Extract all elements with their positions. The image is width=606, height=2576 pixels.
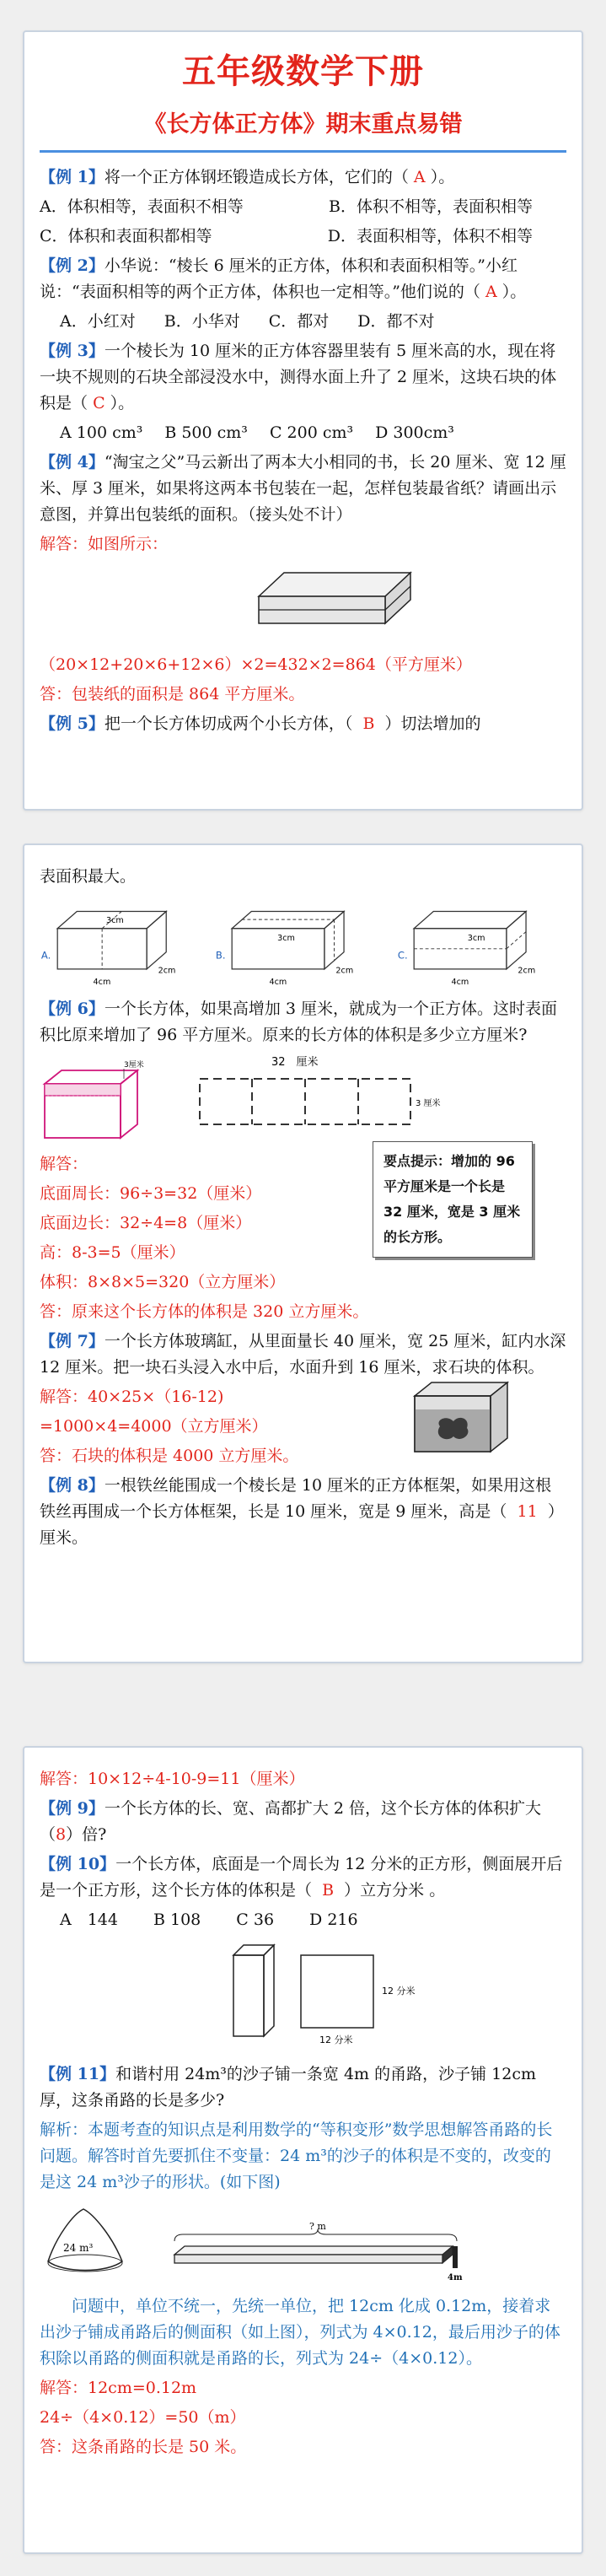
question-9-label: 【例 9】 (40, 1799, 105, 1818)
extension-label: 3厘米 (124, 1061, 144, 1070)
figure-a-letter: A. (40, 949, 51, 962)
question-5-tail: ）切法增加的 (384, 714, 481, 733)
page-subtitle: 《长方体正方体》期末重点易错 (143, 111, 463, 137)
question-11-text: 和谐村用 24m³的沙子铺一条宽 4m 的甬路，沙子铺 12cm 厚，这条甬路的长是多少? (40, 2065, 536, 2110)
page-sheet-1 (23, 30, 583, 811)
cut-figure-b-icon (214, 898, 384, 991)
question-2-answer: A (485, 283, 497, 301)
q6-line-4: 高：8-3=5（厘米） (40, 1243, 185, 1262)
question-3-label: 【例 3】 (40, 342, 105, 360)
question-11-note: 问题中，单位不统一，先统一单位，把 12cm 化成 0.12m，接着求出沙子铺成甬路后的侧面积（如上图），列式为 4×0.12，最后用沙子的体积除以甬路的侧面积就是甬路的长，列式为 24÷（4×0.12）。 (40, 2297, 560, 2368)
question-10-tail: ）立方分米 。 (344, 1881, 446, 1900)
question-3-options (40, 420, 566, 446)
figure-a-height: 3cm (105, 916, 124, 926)
hint-box: 要点提示：增加的 96 平方厘米是一个长是 32 厘米，宽是 3 厘米的长方形。 (373, 1141, 533, 1258)
question-2 (40, 253, 566, 305)
figure-c-width: 4cm (451, 978, 469, 988)
question-10 (40, 1851, 566, 1904)
question-6-solution (40, 1151, 566, 1299)
question-1-option-a: A．体积相等，表面积不相等 (40, 197, 244, 216)
question-8-solution: 解答：10×12÷4-10-9=11（厘米） (40, 1770, 305, 1788)
figure-c-depth: 2cm (518, 966, 535, 976)
question-1-options-row-2 (40, 224, 566, 250)
question-2-option-a: A．小红对 (60, 312, 136, 331)
question-2-options (40, 309, 566, 335)
question-6-text: 一个长方体，如果高增加 3 厘米，就成为一个正方体。这时表面积比原来增加了 96 平方厘米。原来的长方体的体积是多少立方厘米? (40, 1000, 558, 1044)
fish-tank-icon (406, 1376, 516, 1460)
question-5-figures (40, 898, 566, 991)
question-5-label: 【例 5】 (40, 714, 105, 733)
cuboid-and-net-icon (225, 1938, 444, 2048)
path-strip-icon (166, 2219, 469, 2287)
question-2-text: 小华说：“棱长 6 厘米的正方体，体积和表面积相等。”小红说：“表面积相等的两个正方体，体积也一定相等。”他们说的（ (40, 256, 518, 301)
question-8-tail: ）厘米。 (40, 1502, 564, 1547)
question-4-answer-intro: 解答：如图所示： (40, 535, 169, 553)
q11-line-2: 24÷（4×0.12）=50（m） (40, 2408, 246, 2427)
question-4-result: 答：包装纸的面积是 864 平方厘米。 (40, 685, 305, 703)
title-divider (40, 150, 566, 153)
question-8-label: 【例 8】 (40, 1476, 105, 1495)
q7-line-3: 答：石块的体积是 4000 立方厘米。 (40, 1447, 299, 1465)
stacked-books-icon (250, 563, 419, 639)
question-5-answer: B (362, 714, 375, 733)
question-1-text: 将一个正方体钢坯锻造成长方体，它们的（ (104, 168, 409, 186)
question-5-text: 把一个长方体切成两个小长方体，（ (104, 714, 353, 733)
question-10-options (40, 1907, 566, 1933)
question-5-continued: 表面积最大。 (40, 867, 137, 886)
q6-line-2: 底面周长：96÷3=32（厘米） (40, 1184, 262, 1203)
question-4-text: “淘宝之父”马云新出了两本大小相同的书，长 20 厘米、宽 12 厘米、厚 3 厘米，如果将这两本书包装在一起，怎样包装最省纸？请画出示意图，并算出包装纸的面积。（接头处不计） (40, 453, 566, 524)
question-4 (40, 450, 566, 528)
net-bottom-label: 12 分米 (319, 2034, 353, 2045)
question-7-solution (40, 1384, 566, 1473)
q11-line-1: 解答：12cm=0.12m (40, 2379, 197, 2397)
q7-line-1: 解答：40×25×（16-12) (40, 1388, 224, 1406)
cut-figure-c-icon (396, 898, 566, 991)
question-6-figures (40, 1054, 566, 1146)
figure-b-depth: 2cm (335, 966, 353, 976)
net-side-label: 12 分米 (382, 1986, 416, 1997)
question-3-option-a: A 100 cm³ (60, 423, 143, 442)
figure-b-width: 4cm (269, 978, 287, 988)
question-3-tail: ）。 (110, 394, 135, 412)
question-6 (40, 996, 566, 1048)
question-1-option-b: B．体积不相等，表面积相等 (329, 197, 533, 216)
q6-line-6: 答：原来这个长方体的体积是 320 立方厘米。 (40, 1302, 369, 1321)
question-8 (40, 1473, 566, 1551)
question-9 (40, 1796, 566, 1848)
question-9-tail: ）倍? (66, 1825, 107, 1844)
cut-figure-a-icon (40, 898, 202, 991)
q11-line-3: 答：这条甬路的长是 50 米。 (40, 2438, 247, 2456)
question-4-calculation: （20×12+20×6+12×6）×2=432×2=864（平方厘米） (40, 655, 472, 674)
figure-c-height: 3cm (467, 934, 485, 944)
question-7-text: 一个长方体玻璃缸，从里面量长 40 厘米，宽 25 厘米，缸内水深 12 厘米。把一块石头浸入水中后，水面升到 16 厘米，求石块的体积。 (40, 1332, 566, 1377)
strip-net-icon (191, 1054, 444, 1138)
question-3-option-b: B 500 cm³ (164, 423, 248, 442)
q7-line-2: =1000×4=4000（立方厘米） (40, 1417, 268, 1436)
question-11 (40, 2061, 566, 2114)
question-3-option-c: C 200 cm³ (269, 423, 354, 442)
page-sheet-2 (23, 843, 583, 1663)
question-10-text: 一个长方体，底面是一个周长为 12 分米的正方形，侧面展开后是一个正方形，这个长方体的体积是（ (40, 1855, 563, 1900)
question-1 (40, 164, 566, 191)
figure-a-depth: 2cm (158, 966, 176, 976)
sand-pile-icon (40, 2202, 132, 2287)
question-3 (40, 338, 566, 417)
page-title: 五年级数学下册 (182, 52, 424, 91)
question-2-option-b: B．小华对 (164, 312, 240, 331)
question-11-analysis: 解析：本题考查的知识点是利用数学的“等积变形”数学思想解答甬路的长问题。解答时首先要抓住不变量：24 m³的沙子的体积是不变的，改变的是这 24 m³沙子的形状。(如下图) (40, 2121, 553, 2191)
question-2-option-d: D．都不对 (357, 312, 435, 331)
question-8-answer: 11 (517, 1502, 538, 1521)
question-11-figure (40, 2202, 566, 2287)
net-length-label: 32 厘米 (271, 1056, 319, 1069)
question-10-option-c: C 36 (236, 1910, 275, 1929)
q6-line-1: 解答： (40, 1155, 88, 1173)
q6-line-3: 底面边长：32÷4=8（厘米） (40, 1214, 252, 1232)
question-6-label: 【例 6】 (40, 1000, 105, 1018)
question-10-label: 【例 10】 (40, 1855, 116, 1873)
question-1-label: 【例 1】 (40, 168, 105, 186)
question-4-label: 【例 4】 (40, 453, 105, 472)
figure-c-letter: C. (397, 949, 408, 962)
page-sheet-3 (23, 1746, 583, 2554)
path-width-label: 4m (448, 2273, 463, 2282)
question-2-label: 【例 2】 (40, 256, 105, 275)
net-width-label: 3 厘米 (416, 1099, 441, 1108)
question-3-answer: C (93, 394, 105, 412)
stacked-books-figure (40, 563, 566, 647)
question-10-answer: B (322, 1881, 335, 1900)
q6-line-5: 体积：8×8×5=320（立方厘米） (40, 1273, 286, 1291)
figure-a-width: 4cm (93, 978, 111, 988)
figure-b-height: 3cm (276, 934, 295, 944)
question-10-option-d: D 216 (309, 1910, 358, 1929)
question-3-text: 一个棱长为 10 厘米的正方体容器里装有 5 厘米高的水，现在将一块不规则的石块全部浸没水中，测得水面上升了 2 厘米，这块石块的体积是（ (40, 342, 557, 412)
question-2-tail: ）。 (501, 283, 527, 301)
question-1-option-d: D．表面积相等，体积不相等 (327, 227, 533, 245)
question-1-options-row-1 (40, 194, 566, 220)
path-length-label: ? m (309, 2221, 326, 2232)
question-10-option-b: B 108 (153, 1910, 201, 1929)
question-1-tail: ）。 (430, 168, 455, 186)
question-1-answer: A (413, 168, 426, 186)
question-9-text: 一个长方体的长、宽、高都扩大 2 倍，这个长方体的体积扩大（ (40, 1799, 542, 1844)
question-9-answer: 8 (56, 1825, 67, 1844)
question-2-option-c: C．都对 (268, 312, 330, 331)
figure-b-letter: B. (215, 949, 226, 962)
question-11-label: 【例 11】 (40, 2065, 116, 2083)
question-3-option-d: D 300cm³ (375, 423, 454, 442)
question-7-label: 【例 7】 (40, 1332, 105, 1350)
cuboid-with-extension-icon (40, 1054, 158, 1146)
question-5 (40, 711, 566, 737)
question-1-option-c: C．体积和表面积都相等 (40, 227, 212, 245)
question-8-text: 一根铁丝能围成一个棱长是 10 厘米的正方体框架，如果用这根铁丝再围成一个长方体框架，长是 10 厘米，宽是 9 厘米，高是（ (40, 1476, 552, 1521)
sand-volume-label: 24 m³ (63, 2242, 94, 2254)
question-7 (40, 1328, 566, 1381)
question-10-option-a: A 144 (60, 1910, 118, 1929)
question-10-figure (40, 1938, 566, 2056)
